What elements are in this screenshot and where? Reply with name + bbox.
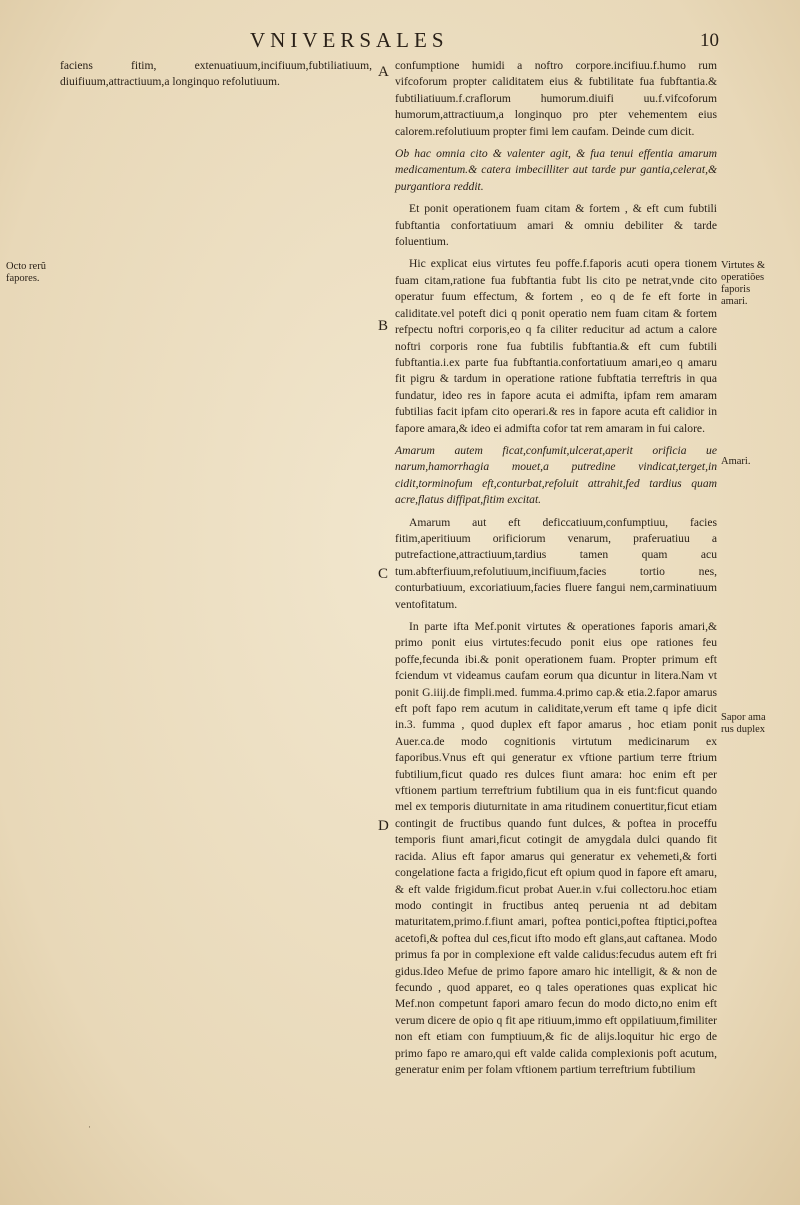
right-paragraph-1: confumptione humidi a noftro corpore.incifiuu.f.humo rum vifcoforum propter caliditatem eius & fubtilitate fua fubftantia.& fubtiliatiuum.f.craflorum humorum.diuifi uu.f.vifcoforum humorum,attractiuum,a longinquo pro pter vehementem eius calorem.refolutiuum propter fimi lem caufam. Deinde cum dicit. (395, 59, 717, 138)
section-marker-d: D (378, 818, 389, 834)
margin-note-right-2: Amari. (721, 456, 751, 467)
right-paragraph-italic-2: Amarum autem ficat,confumit,ulcerat,aperit orificia ue narum,hamorrhagia mouet,a putredine vindicat,terget,in cidit,torminofum eft,conturbat,refoluit attrahit,fed tardius quam acre,flatus diffipat,fitim excitat. (395, 443, 717, 507)
left-paragraph-1: faciens fitim, extenuatiuum,incifiuum,fubtiliatiuum, diuifiuum,attractiuum,a longinquo refolutiuum. (60, 59, 372, 89)
right-paragraph-5: In parte ifta Mef.ponit virtutes & operationes faporis amari,& primo ponit eius virtutes:fecudo ponit eius ope rationes feu poffe,fecunda ibi.& ponit operationem fuam. Propter primum eft fciendum vt videamus caufam eorum qua dicuntur in litera.Nam vt ponit G.iiij.de fimpli.med. fumma.4.primo cap.& etia.2.fapor amarus eft poft fapo rem acutum in caliditate,verum eft tame q ipfe dicit in.3. fumma , quod duplex eft fapor amarus , hoc etiam ponit Auer.ca.de modo cognitionis virtutum medicinarum ex faporibus.Vnus eft qui generatur ex vftione partium terre ftrium fubtilium,ficut quado res dulces fiunt amara: hoc enim eft per vftionem partium terreftrium fubtilium qua in eis funt:ficut quando mel ex temporis diuturnitate in ama ritudinem conuertitur,ficut etiam contingit de fructibus quando funt dulces, & poftea in proceffu temporis fiunt amari,ficut cotingit de amygdala dulci quando fit racida. Alius eft fapor amarus qui generatur ex vehemeti,& forti congelatione facta a frigido,ficut eft opium quod in fapore eft amaru, & eft valde frigidum.ficut probat Auer.in v.fui collectoru.hoc etiam modo contingit in fructibus anteq peruenia nt ad debitam maturitatem,primo.f.fiunt amari, poftea pontici,poftea ftiptici,poftea acetofi,& poftea dul ces,ficut ifto modo eft glans,aut caftanea. Modo primus fa por in complexione eft valde calidus:fecudus autem eft fri gidus.Ideo Mefue de primo fapore amaro hic intelligit, & & non de fecundo , quod apparet, eo q tales operationes quas explicat hic Mef.non competunt fapori amaro fecun do modo dicto,no enim eft verum dicere de opio q fit ape ritiuum,immo eft oppilatiuum,fimiliter non eft etiam con fumptiuum,& fic de alijs.loquitur hic ergo de primo fapo re amaro,qui eft valde calida complexionis poft acutum, generatur enim per folam vftionem partium terreftrium fubtilium (395, 620, 717, 1076)
right-text-column (395, 58, 717, 1078)
section-marker-c: C (378, 566, 389, 582)
running-title: VNIVERSALES (250, 28, 449, 52)
right-paragraph-3: Hic explicat eius virtutes feu poffe.f.faporis acuti opera tionem fuam citam,ratione fua fubftantia fubt lis cito pe netrat,vnde cito operatur fuum effectum, & fortem , eo q de fe eft forte in caliditate.vel poteft dici q ponit operatio nem fuam citam & fortem refpectu noftri corporis,eo q fa ciliter reducitur ad actum a calore noftri corporis rone fua fubtilis fubftantia.& eft cum fubtili fubftantia.i.ex parte fua fubftantia.confortatiuum amari,eo q amaru fit pigru & tardum in operatione ratione fubftatia terreftris in qua fundatur, ideo res in fapore acuta ei admifta, ipfam rem amaram fubtilias facit ipfam cito operari.& res in fapore acuta eft calidior in fapore amara,& ideo ei admifta cofor tat rem amaram in fui calore. (395, 257, 717, 435)
folio-number: 10 (700, 30, 719, 51)
margin-note-right-3: Sapor ama rus duplex (721, 712, 766, 735)
margin-note-right-1: Virtutes & operatiões faporis amari. (721, 260, 765, 307)
bottom-mark: · (88, 1122, 91, 1132)
section-marker-a: A (378, 64, 389, 80)
section-marker-b: B (378, 318, 389, 334)
margin-note-left: Octo rerũ fapores. (6, 261, 46, 284)
right-paragraph-italic-1: Ob hac omnia cito & valenter agit, & fua tenui effentia amarum medicamentum.& catera imbecilliter aut tarde pur gantia,celerat,& purgantiora reddit. (395, 147, 717, 193)
left-text-column (60, 58, 372, 91)
right-paragraph-2: Et ponit operationem fuam citam & fortem , & eft cum fubtili fubftantia confortatiuum amari & omniu debiliter & tarde foluentium. (395, 202, 717, 249)
running-head (0, 28, 800, 58)
right-paragraph-4: Amarum aut eft deficcatiuum,confumptiuu, facies fitim,aperitiuum orificiorum venarum, praferuatiuu a putrefactione,attractiuum,tardius tamen quam acu tum.abfterfiuum,refolutiuum,incifiuum,facies tortio nes, conturbatiuum, excoriatiuum,facies fluere fangui nem,carminatiuum ventofitatum. (395, 515, 717, 611)
